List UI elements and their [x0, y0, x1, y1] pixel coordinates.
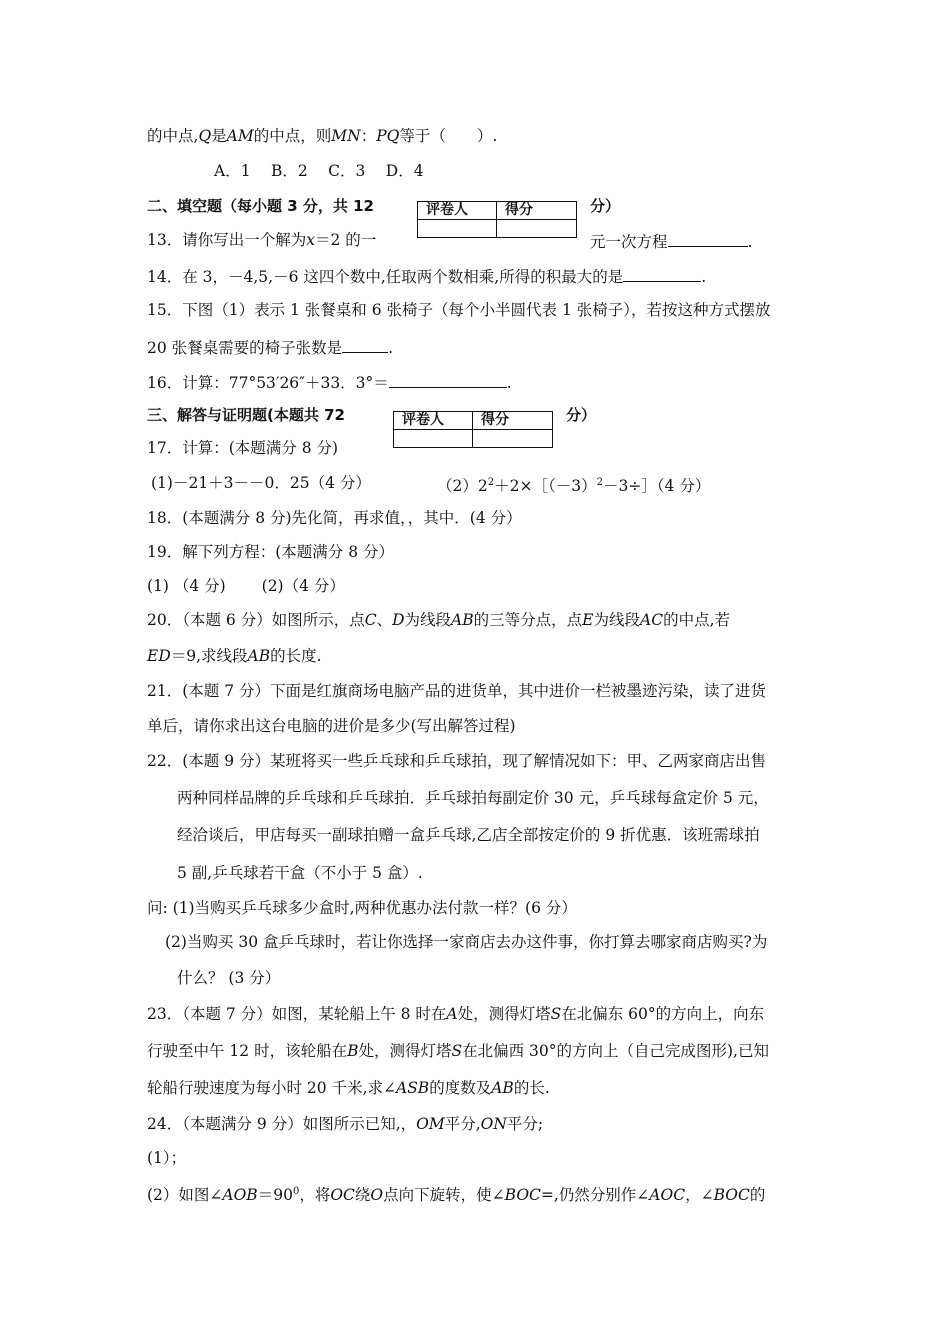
section-2-heading: 二、填空题（每小题 3 分，共 12: [147, 197, 374, 215]
question-22-sub-1: 问: (1)当购买乒乓球多少盒时,两种优惠办法付款一样？(6 分）: [147, 899, 577, 917]
question-22-line-4: 5 副,乒乓球若干盒（不小于 5 盒）.: [177, 864, 423, 882]
question-21-line-1: 21．(本题 7 分）下面是红旗商场电脑产品的进货单，其中进价一栏被墨迹污染，读了进货: [147, 682, 766, 700]
score-box-score-cell: [473, 430, 553, 448]
question-17-title: 17．计算：(本题满分 8 分): [147, 439, 339, 457]
score-box-score-cell: [497, 220, 577, 238]
question-13-tail: 元一次方程 .: [590, 230, 752, 252]
answer-blank-13[interactable]: [668, 230, 748, 247]
question-21-line-2: 单后，请你求出这台电脑的进价是多少(写出解答过程): [147, 717, 516, 735]
question-14: 14．在 3，－4,5,－6 这四个数中,任取两个数相乘,所得的积最大的是 .: [147, 265, 706, 287]
answer-blank-14[interactable]: [623, 265, 701, 282]
question-22-line-3: 经洽谈后，甲店每买一副球拍赠一盒乒乓球,乙店全部按定价的 9 折优惠．该班需球拍: [177, 826, 760, 844]
question-17-part-2: $(2)2^2+2\times[(-3)^2-3\div](4$ 分）: [437, 477, 711, 496]
question-22-sub-2: (2)当购买 30 盒乒乓球时，若让你选择一家商店去办这件事，你打算去哪家商店购买?为: [165, 933, 768, 951]
question-13: 13．请你写出一个解为x＝2 的一: [147, 231, 377, 249]
question-15-line-1: 15．下图（1）表示 1 张餐桌和 6 张椅子（每个小半圆代表 1 张椅子），若按这种方式摆放: [147, 301, 771, 319]
score-box-score-label: 得分: [473, 412, 553, 430]
question-12-continued: 的中点,Q是AM的中点，则MN：PQ等于（ ）.: [147, 127, 498, 145]
question-24-line-3: (2）如图$\angle AOB=90^0$，将OC绕O点向下旋转，使∠BOC=,仍然分别作∠AOC，∠BOC的: [147, 1186, 766, 1205]
score-box-grader-cell: [418, 220, 497, 238]
question-19-title: 19．解下列方程：(本题满分 8 分）: [147, 543, 394, 561]
score-box-section-2: [417, 201, 577, 238]
question-23-line-2: 行驶至中午 12 时，该轮船在B处，测得灯塔S在北偏西 30°的方向上（自己完成图形),已知: [147, 1042, 769, 1060]
question-19-parts: (1) （4 分) (2)（4 分）: [147, 577, 345, 595]
section-3-heading-tail: 分）: [566, 406, 597, 424]
question-22-line-2: 两种同样品牌的乒乓球和乒乓球拍．乒乓球拍每副定价 30 元，乒乓球每盒定价 5 元，: [177, 789, 769, 807]
question-12-options: A．1 B．2 C．3 D．4: [214, 162, 424, 180]
score-box-grader-cell: [394, 430, 473, 448]
question-22-sub-2-cont: 什么？ (3 分）: [177, 969, 281, 987]
score-box-section-3: [393, 411, 553, 448]
question-23-line-1: 23．（本题 7 分）如图，某轮船上午 8 时在A处，测得灯塔S在北偏东 60°的方向上，向东: [147, 1005, 765, 1023]
question-24-line-2: (1）；: [147, 1149, 187, 1167]
question-22-line-1: 22．(本题 9 分）某班将买一些乒乓球和乒乓球拍，现了解情况如下：甲、乙两家商店出售: [147, 752, 766, 770]
question-24-line-1: 24．（本题满分 9 分）如图所示已知,，OM平分,ON平分;: [147, 1115, 544, 1133]
question-15-line-2: 20 张餐桌需要的椅子张数是 .: [147, 336, 393, 358]
section-3-heading: 三、解答与证明题(本题共 72: [147, 406, 345, 424]
question-16: 16．计算：77°53′26″＋33．3°＝ .: [147, 371, 512, 393]
score-box-grader-label: 评卷人: [418, 202, 497, 220]
question-17-part-1: (1)－21＋3－－0．25（4 分）: [151, 474, 371, 492]
answer-blank-16[interactable]: [389, 371, 507, 388]
question-20-line-1: 20．（本题 6 分）如图所示，点C、D为线段AB的三等分点，点E为线段AC的中点,若: [147, 611, 730, 629]
question-23-line-3: 轮船行驶速度为每小时 20 千米,求∠ASB的度数及AB的长.: [147, 1079, 550, 1097]
score-box-grader-label: 评卷人: [394, 412, 473, 430]
question-18: 18．(本题满分 8 分)先化简，再求值，，其中．(4 分）: [147, 509, 522, 527]
section-2-heading-tail: 分）: [590, 197, 621, 215]
score-box-score-label: 得分: [497, 202, 577, 220]
question-20-line-2: ED＝9,求线段AB的长度.: [147, 647, 322, 665]
answer-blank-15[interactable]: [342, 336, 388, 353]
